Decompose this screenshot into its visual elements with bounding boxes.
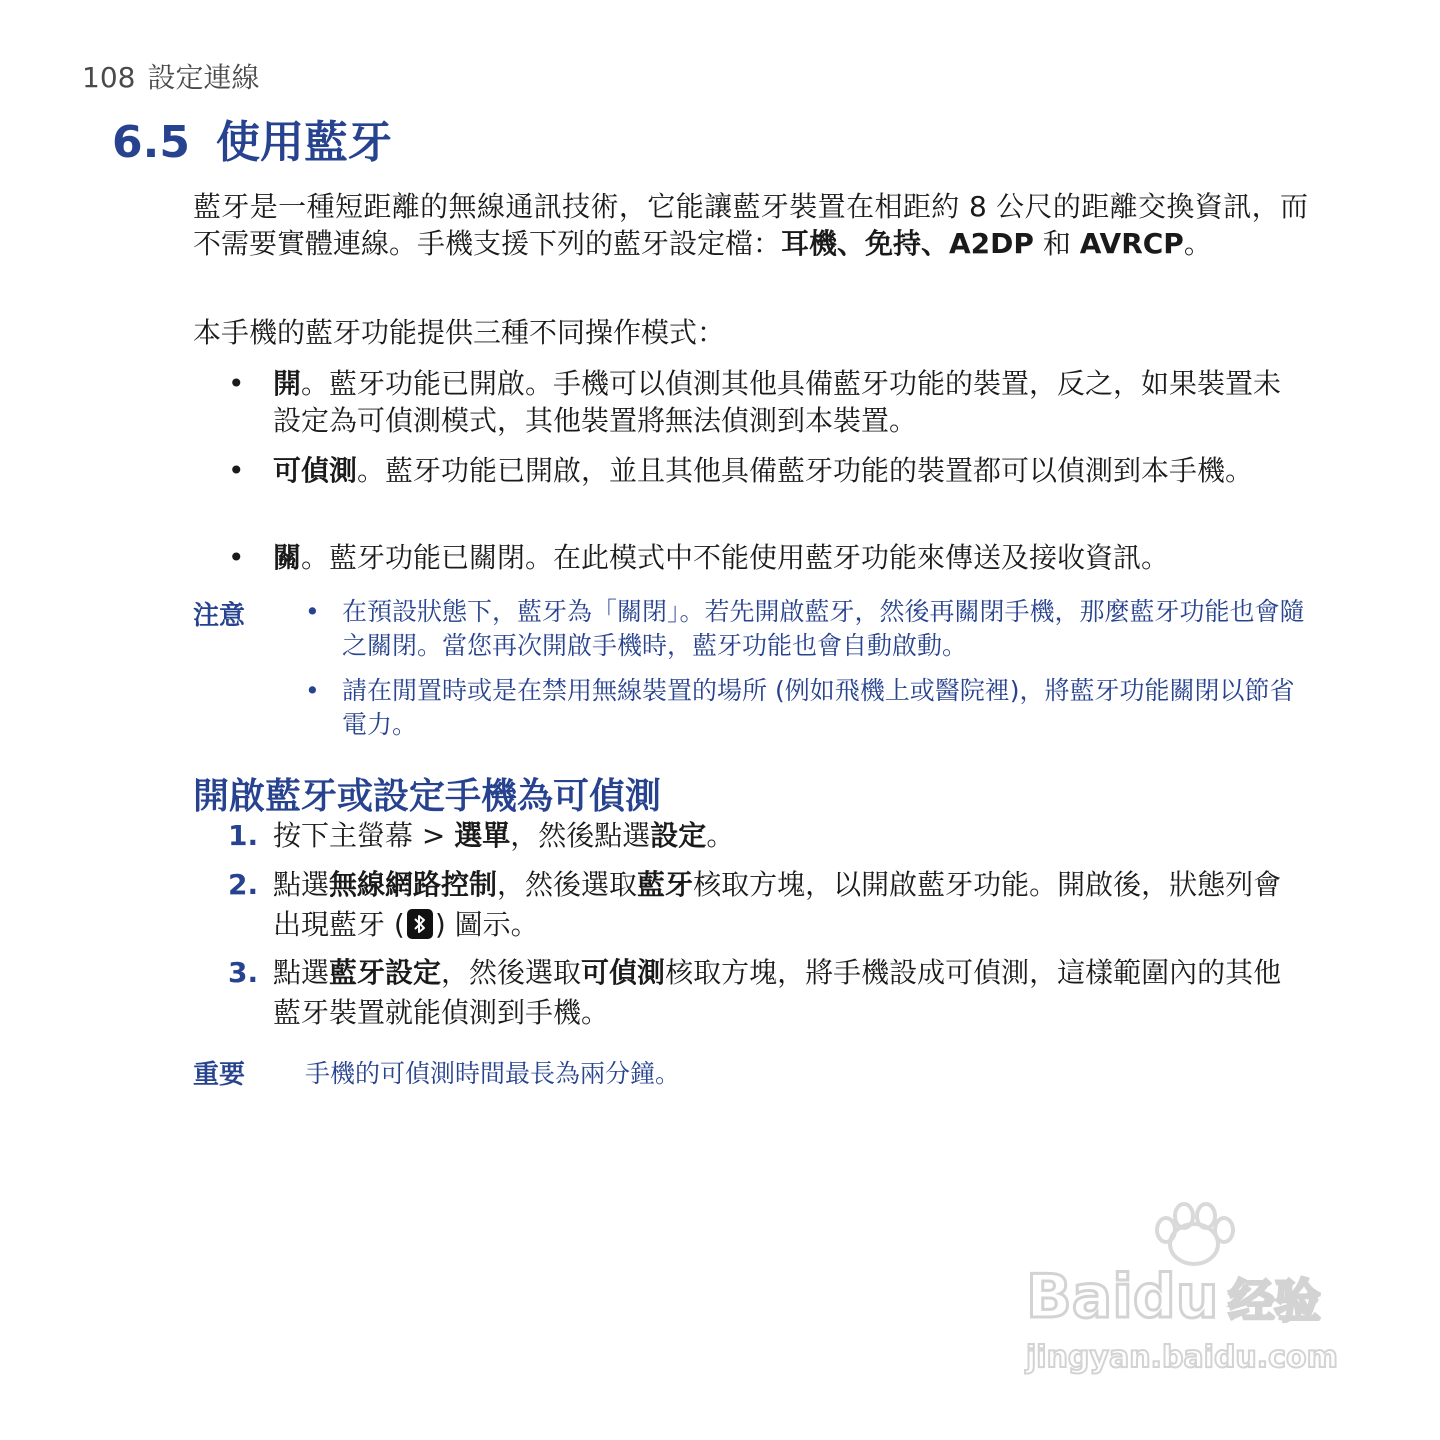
- step-number: 1.: [228, 819, 259, 852]
- mode-desc: 。藍牙功能已開啟。手機可以偵測其他具備藍牙功能的裝置，反之，如果裝置未設定為可偵測模式，其他裝置將無法偵測到本裝置。: [273, 367, 1282, 437]
- step-text: [273, 953, 1308, 1033]
- subsection-title: 開啟藍牙或設定手機為可偵測: [193, 776, 662, 817]
- bullet-icon: •: [228, 541, 245, 574]
- section-heading: [112, 106, 392, 170]
- step-part: ，然後選取: [441, 956, 582, 989]
- step-text: [273, 816, 1308, 856]
- page-number: 108: [82, 61, 136, 94]
- step-text: [273, 865, 1308, 945]
- watermark-brand: [1026, 1262, 1320, 1332]
- intro-profile-avrcp: AVRCP: [1079, 227, 1184, 260]
- mode-text: [273, 365, 1308, 439]
- section-number: 6.5: [112, 117, 190, 168]
- step-bold: 藍牙設定: [329, 956, 442, 989]
- step-part: 核取方塊，以開啟藍牙功能。開啟後，狀態列會出現藍牙 (: [273, 868, 1282, 941]
- step-bold: 無線網路控制: [329, 868, 498, 901]
- step-bold: 可偵測: [581, 956, 666, 989]
- brand-right: du: [1132, 1262, 1219, 1332]
- mode-text: [273, 452, 1308, 489]
- important-label: 重要: [193, 1060, 246, 1090]
- mode-desc: 。藍牙功能已開啟，並且其他具備藍牙功能的裝置都可以偵測到本手機。: [357, 454, 1254, 487]
- step-part: 點選: [273, 956, 330, 989]
- modes-intro: 本手機的藍牙功能提供三種不同操作模式：: [193, 316, 726, 349]
- bluetooth-icon: [407, 909, 433, 939]
- note-text: 在預設狀態下，藍牙為「關閉」。若先開啟藍牙，然後再關閉手機，那麼藍牙功能也會隨之關閉。當您再次開啟手機時，藍牙功能也會自動啟動。: [342, 597, 1305, 660]
- section-title: 使用藍牙: [215, 117, 392, 168]
- bullet-icon: •: [305, 676, 320, 705]
- baidu-watermark: [1022, 1200, 1362, 1390]
- bullet-icon: •: [228, 454, 245, 487]
- step-part: 核取方塊，將手機設成可偵測，這樣範圍內的其他藍牙裝置就能偵測到手機。: [273, 956, 1282, 1029]
- mode-name: 關: [273, 541, 302, 574]
- step-part: 點選: [273, 868, 330, 901]
- step-part: 。: [706, 819, 735, 852]
- intro-profiles: 耳機、免持、A2DP: [781, 227, 1034, 260]
- step-part: ) 圖示。: [434, 908, 539, 941]
- brand-cn: 经验: [1228, 1274, 1321, 1328]
- mode-name: 開: [273, 367, 302, 400]
- step-bold: 設定: [650, 819, 707, 852]
- page-header: [82, 56, 259, 96]
- bullet-icon: •: [305, 597, 320, 626]
- mode-text: [273, 539, 1308, 576]
- step-number: 3.: [228, 956, 259, 989]
- note-label: 注意: [193, 601, 246, 631]
- intro-text: 藍牙是一種短距離的無線通訊技術，它能讓藍牙裝置在相距約 8 公尺的距離交換資訊，而不需要實體連線。手機支援下列的藍牙設定檔：: [193, 190, 1308, 260]
- step-part: ，然後點選: [510, 819, 651, 852]
- note-text: 請在閒置時或是在禁用無線裝置的場所 (例如飛機上或醫院裡)，將藍牙功能關閉以節省電力。: [342, 676, 1295, 739]
- step-bold: 選單: [454, 819, 511, 852]
- intro-connector: 和: [1033, 227, 1080, 260]
- mode-desc: 。藍牙功能已關閉。在此模式中不能使用藍牙功能來傳送及接收資訊。: [301, 541, 1170, 574]
- watermark-url: jingyan.baidu.com: [1026, 1340, 1338, 1375]
- brand-left: Bai: [1026, 1262, 1133, 1332]
- intro-end: 。: [1183, 227, 1212, 260]
- step-part: ，然後選取: [497, 868, 638, 901]
- step-number: 2.: [228, 868, 259, 901]
- intro-paragraph: [193, 188, 1308, 262]
- important-text: 手機的可偵測時間最長為兩分鐘。: [305, 1059, 681, 1088]
- mode-name: 可偵測: [273, 454, 358, 487]
- bullet-icon: •: [228, 367, 245, 400]
- step-part: 按下主螢幕 >: [273, 819, 455, 852]
- chapter-title: 設定連線: [147, 61, 260, 94]
- step-bold: 藍牙: [637, 868, 694, 901]
